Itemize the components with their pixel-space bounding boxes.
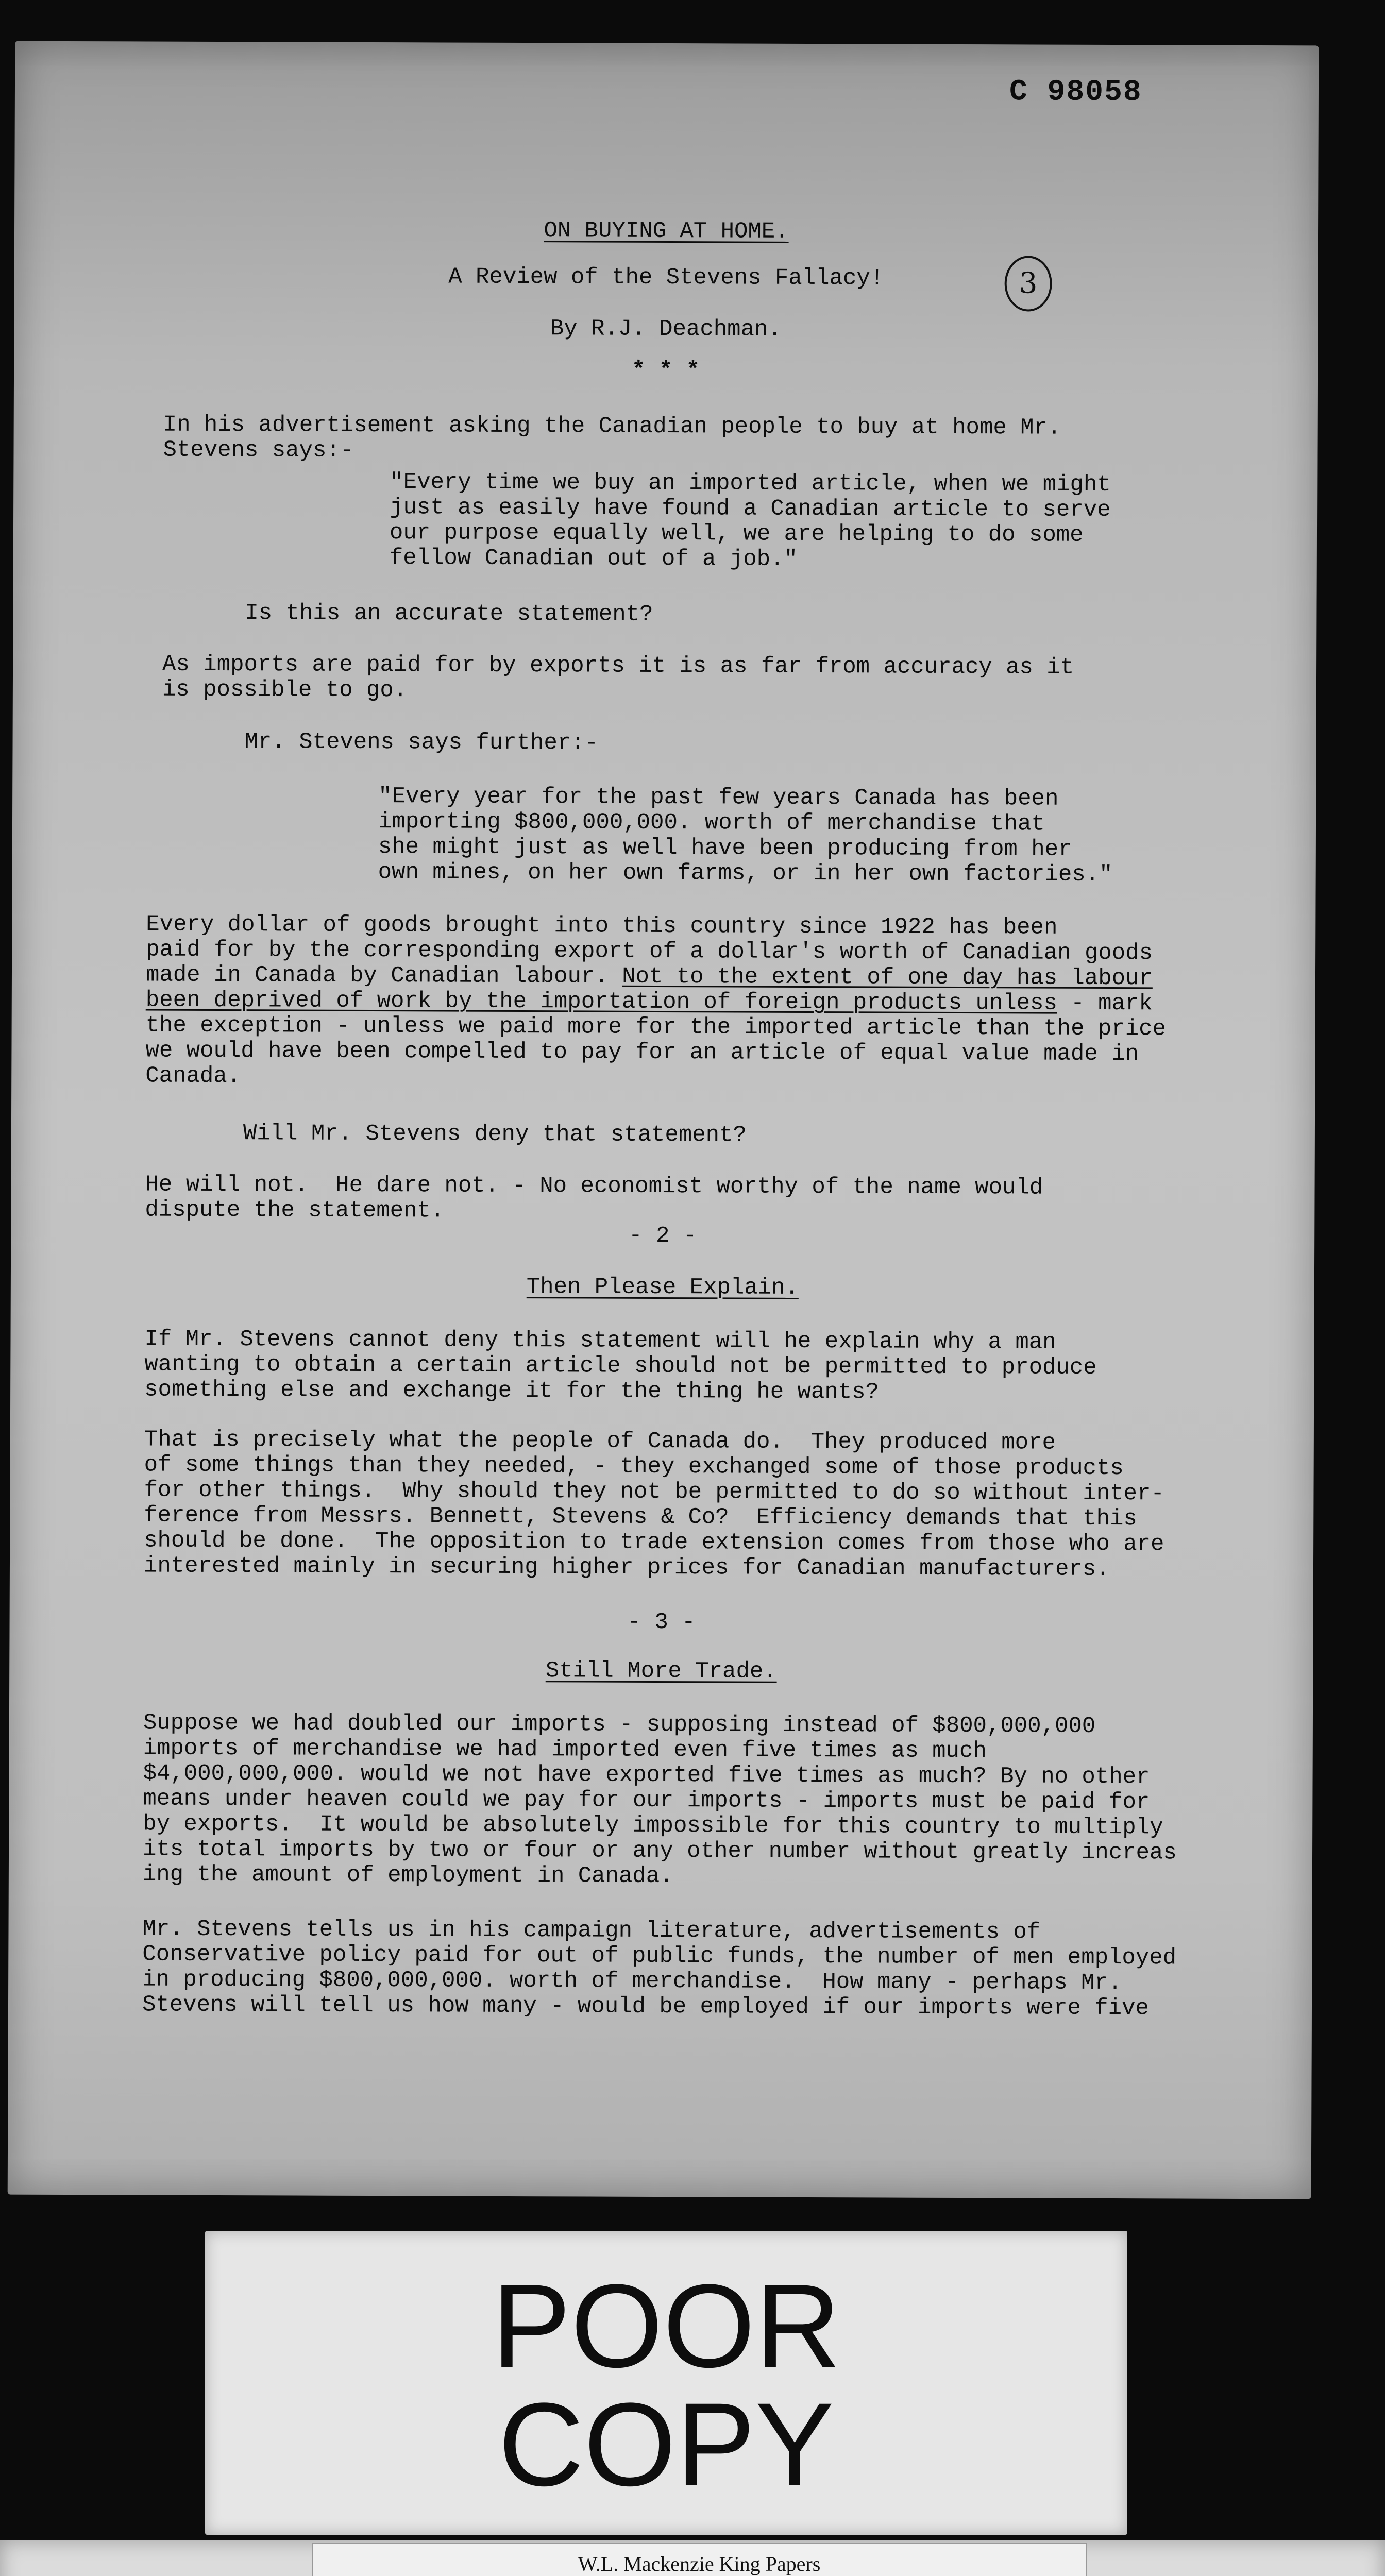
- section-2-number: - 2 -: [629, 1223, 697, 1249]
- paragraph-9: That is precisely what the people of Canada do. They produced more of some things than they needed, - they exchanged some of those products for other things. Why should they not be permitted to do so without inter- ference from Messrs. Bennett, Stevens & Co? Efficiency demands that this should be done. The opposition to trade extension comes from those who are interested mainly in securing higher prices for Canadian manufacturers.: [143, 1427, 1164, 1583]
- section-stars: * * *: [631, 357, 700, 384]
- paragraph-5-end: - mark the exception - unless we paid more for the imported article than the price we would have been compelled to pay for an article of equal value made in Canada.: [145, 990, 1167, 1090]
- section-3-heading-text: Still More Trade.: [545, 1658, 777, 1685]
- paragraph-5-underlined: Not to the extent of one day has labour been deprived of work by the importation of foreign products unless: [145, 963, 1153, 1016]
- paragraph-5: [145, 912, 1167, 1092]
- paragraph-1: In his advertisement asking the Canadian people to buy at home Mr. Stevens says:-: [163, 412, 1061, 464]
- section-3-number: - 3 -: [627, 1609, 696, 1636]
- quote-1: "Every time we buy an imported article, when we might just as easily have found a Canadian article to serve our purpose equally well, we are helping to do some fellow Canadian out of a job.": [389, 469, 1111, 572]
- paragraph-7: He will not. He dare not. - No economist worthy of the name would dispute the statement.: [145, 1172, 1043, 1224]
- title-text: ON BUYING AT HOME.: [544, 218, 789, 245]
- section-3-heading: [9, 1656, 1313, 1687]
- reference-number: C 98058: [1009, 75, 1142, 110]
- paragraph-8: If Mr. Stevens cannot deny this statement will he explain why a man wanting to obtain a certain article should not be permitted to produce something else and exchange it for the thing he wants?: [144, 1326, 1097, 1405]
- paragraph-6: Will Mr. Stevens deny that statement?: [243, 1121, 747, 1148]
- poor-copy-line-2: COPY: [498, 2378, 834, 2511]
- section-2-heading-text: Then Please Explain.: [526, 1274, 799, 1301]
- paragraph-2: Is this an accurate statement?: [245, 600, 653, 628]
- paragraph-4: Mr. Stevens says further:-: [244, 729, 599, 756]
- circled-annotation: 3: [1004, 256, 1052, 311]
- collection-name: W.L. Mackenzie King Papers: [578, 2552, 821, 2575]
- poor-copy-card: [205, 2231, 1127, 2535]
- document-page: [8, 41, 1319, 2199]
- paragraph-11: Mr. Stevens tells us in his campaign literature, advertisements of Conservative policy paid for out of public funds, the number of men employed in producing $800,000,000. worth of merchandise. How many - perhaps Mr. Stevens will tell us how many - would be employed if our imports were five: [142, 1916, 1177, 2022]
- quote-2: "Every year for the past few years Canada has been importing $800,000,000. worth of merchandise that she might just as well have been producing from her own mines, on her own farms, or in her own factories.": [378, 784, 1113, 888]
- byline: By R.J. Deachman.: [550, 316, 782, 343]
- paragraph-5-start: Every dollar of goods brought into this country since 1922 has been paid for by the corresponding export of a dollar's worth of Canadian goods made in Canada by Canadian labour.: [145, 911, 1153, 990]
- poor-copy-line-1: POOR: [492, 2260, 841, 2392]
- collection-label: [312, 2543, 1087, 2576]
- paragraph-3: As imports are paid for by exports it is as far from accuracy as it is possible to go.: [162, 651, 1074, 704]
- poor-copy-text: [205, 2260, 1127, 2511]
- document-subtitle: A Review of the Stevens Fallacy!: [448, 264, 884, 292]
- section-2-heading: [11, 1273, 1314, 1303]
- paragraph-10: Suppose we had doubled our imports - supposing instead of $800,000,000 imports of merchandise we had imported even five times as much $4,000,000,000. would we not have exported five times as much? By no other means under heaven could we pay for our imports - imports must be paid for by exports. It would be absolutely impossible for this country to multiply its total imports by two or four or any other number without greatly increas ing the amount of employment in Canada.: [142, 1710, 1177, 1890]
- document-title: [14, 216, 1318, 247]
